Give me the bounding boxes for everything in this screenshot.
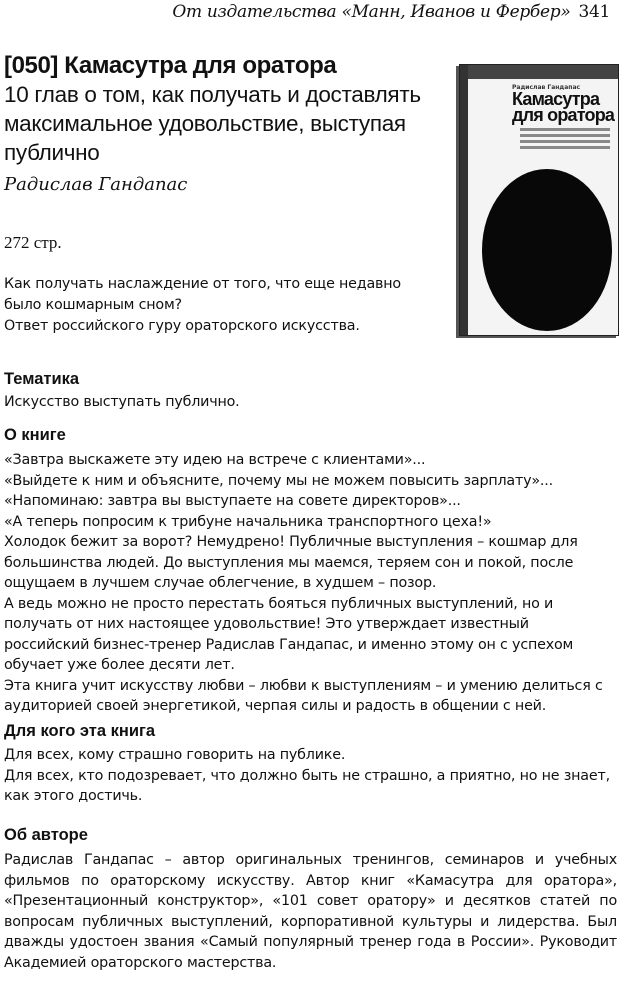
section-heading-theme: Тематика xyxy=(4,370,80,388)
audience-text xyxy=(4,745,617,807)
running-head xyxy=(90,2,610,22)
promo-text xyxy=(4,274,424,337)
paragraph: Для всех, кому страшно говорить на публике. xyxy=(4,747,346,763)
promo-line: Как получать наслаждение от того, что еще недавно было кошмарным сном? xyxy=(4,276,401,313)
paragraph: Холодок бежит за ворот? Немудрено! Публичные выступления – кошмар для большинства людей. До выступления мы маемся, теряем сон и покой, после ощущаем в лучшем случае облегчение, в худшем – позор. xyxy=(4,534,578,591)
running-head-title: От издательства «Манн, Иванов и Фербер» xyxy=(172,2,571,22)
theme-text xyxy=(4,392,617,413)
paragraph: Эта книга учит искусству любви – любви к выступлениям – и умению делиться с аудиторией своей энергетикой, черпая силы и радость в общении с ней. xyxy=(4,677,603,714)
section-heading-about-book: О книге xyxy=(4,426,66,444)
book-cover-image xyxy=(459,64,619,336)
book-author: Радислав Гандапас xyxy=(4,174,188,195)
paragraph: «Завтра выскажете эту идею на встрече с клиентами»... xyxy=(4,452,426,468)
paragraph: Искусство выступать публично. xyxy=(4,394,240,410)
page-number: 341 xyxy=(578,2,610,22)
paragraph: А ведь можно не просто перестать бояться публичных выступлений, но и получать от них настоящее удовольствие! Это утверждает известный российский бизнес-тренер Радислав Гандапас, и именно этому он с успехом обучает уже более десяти лет. xyxy=(4,595,574,673)
book-title: [050] Камасутра для оратора xyxy=(4,52,337,79)
cover-spine xyxy=(460,65,468,335)
section-heading-about-author: Об авторе xyxy=(4,826,88,844)
cover-top-bar xyxy=(468,65,618,79)
paragraph: «А теперь попросим к трибуне начальника транспортного цеха!» xyxy=(4,513,492,530)
cover-black-disc xyxy=(482,169,612,331)
cover-subtitle-lines xyxy=(520,128,610,152)
promo-line: Ответ российского гуру ораторского искусства. xyxy=(4,318,360,334)
cover-title-line: Камасутра xyxy=(512,89,600,109)
paragraph: «Напоминаю: завтра вы выступаете на совете директоров»... xyxy=(4,493,461,509)
page-count: 272 стр. xyxy=(4,233,62,252)
paragraph: Радислав Гандапас – автор оригинальных тренингов, семинаров и учебных фильмов по ораторскому искусству. Автор книг «Камасутра для оратора», «Презентационный конструктор», «101 совет оратору» и десятков статей по вопросам публичных выступлений, корпоративной культуры и лидерства. Был дважды удостоен звания «Самый популярный тренер года в России». Руководит Академией ораторского мастерства. xyxy=(4,852,617,971)
paragraph: «Выйдете к ним и объясните, почему мы не можем повысить зарплату»... xyxy=(4,472,553,489)
book-subtitle: 10 глав о том, как получать и доставлять максимальное удовольствие, выступая публично xyxy=(4,82,421,165)
cover-title-line: для оратора xyxy=(512,105,615,125)
section-heading-audience: Для кого эта книга xyxy=(4,722,156,740)
cover-author: Радислав Гандапас xyxy=(512,84,581,91)
paragraph: Для всех, кто подозревает, что должно быть не страшно, а приятно, но не знает, как этого достичь. xyxy=(4,767,610,804)
about-author-text xyxy=(4,850,617,973)
cover-title xyxy=(512,91,616,123)
about-book-text xyxy=(4,450,617,717)
